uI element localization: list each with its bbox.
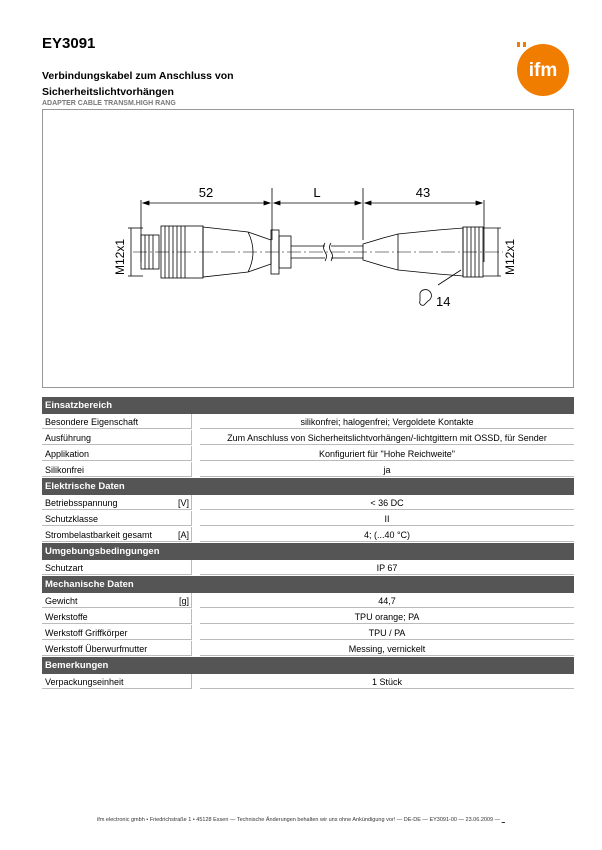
spec-value: II xyxy=(384,514,390,524)
wrench-size-label: 14 xyxy=(436,294,451,309)
product-description xyxy=(42,68,342,100)
spec-row xyxy=(42,495,574,511)
spec-label: Schutzklasse xyxy=(45,514,99,524)
spec-row xyxy=(42,446,574,462)
spec-unit: [V] xyxy=(177,498,189,508)
spec-row xyxy=(42,430,574,446)
spec-value: TPU / PA xyxy=(368,628,406,638)
spec-row xyxy=(42,674,574,690)
spec-value: 1 Stück xyxy=(371,677,402,687)
ifm-logo xyxy=(513,40,573,96)
spec-label: Gewicht xyxy=(45,596,78,606)
spec-value: 44,7 xyxy=(378,596,396,606)
spec-value: ja xyxy=(383,465,391,475)
specification-table xyxy=(42,397,574,690)
technical-drawing xyxy=(42,109,574,388)
spec-row xyxy=(42,593,574,609)
thread-label-right: M12x1 xyxy=(503,238,517,275)
spec-row xyxy=(42,414,574,430)
thread-label-left: M12x1 xyxy=(113,238,127,275)
spec-unit: [A] xyxy=(177,530,189,540)
dim-length-right: 43 xyxy=(415,185,431,200)
spec-row xyxy=(42,527,574,543)
spec-row xyxy=(42,462,574,478)
spec-label: Betriebsspannung xyxy=(45,498,118,508)
section-header: Einsatzbereich xyxy=(42,397,574,414)
product-code: EY3091 xyxy=(42,35,96,52)
section-header: Elektrische Daten xyxy=(42,478,574,495)
spec-row xyxy=(42,625,574,641)
section-header: Umgebungsbedingungen xyxy=(42,543,574,560)
spec-label: Besondere Eigenschaft xyxy=(45,417,139,427)
product-description-line2: Sicherheitslichtvorhängen xyxy=(42,86,174,98)
dim-length-cable: L xyxy=(313,185,321,200)
spec-value: < 36 DC xyxy=(370,498,404,508)
spec-row xyxy=(42,560,574,576)
dim-length-left: 52 xyxy=(198,185,214,200)
spec-value: silikonfrei; halogenfrei; Vergoldete Kontakte xyxy=(300,417,474,427)
footer-info: ifm electronic gmbh • Friedrichstraße 1 • 45128 Essen — Technische Änderungen behalten wir uns ohne Ankündigung vor! — DE-DE — EY3091-00 — 23.06.2009 — xyxy=(97,817,501,823)
spec-value: 4; (...40 °C) xyxy=(363,530,411,540)
spec-label: Werkstoffe xyxy=(45,612,88,622)
spec-label: Schutzart xyxy=(45,563,84,573)
spec-label: Verpackungseinheit xyxy=(45,677,124,687)
spec-label: Werkstoff Überwurfmutter xyxy=(45,644,148,654)
spec-unit: [g] xyxy=(178,596,189,606)
spec-label: Applikation xyxy=(45,449,90,459)
spec-value: TPU orange; PA xyxy=(354,612,420,622)
spec-value: IP 67 xyxy=(376,563,398,573)
product-caption: ADAPTER CABLE TRANSM.HIGH RANG xyxy=(42,100,176,107)
spec-row xyxy=(42,641,574,657)
section-header: Mechanische Daten xyxy=(42,576,574,593)
footer-text xyxy=(0,817,602,823)
spec-value: Konfiguriert für "Hohe Reichweite" xyxy=(319,449,455,459)
spec-row xyxy=(42,609,574,625)
spec-label: Werkstoff Griffkörper xyxy=(45,628,128,638)
spec-label: Ausführung xyxy=(45,433,92,443)
spec-row xyxy=(42,511,574,527)
footer-logo-mark xyxy=(502,817,505,823)
spec-label: Strombelastbarkeit gesamt xyxy=(45,530,153,540)
cable-drawing-svg xyxy=(43,110,573,387)
spec-value: Messing, vernickelt xyxy=(348,644,426,654)
spec-value: Zum Anschluss von Sicherheitslichtvorhängen/-lichtgittern mit OSSD, für Sender xyxy=(227,433,547,443)
spec-label: Silikonfrei xyxy=(45,465,85,475)
product-description-line1: Verbindungskabel zum Anschluss von xyxy=(42,70,234,82)
logo-text: ifm xyxy=(528,60,558,81)
section-header: Bemerkungen xyxy=(42,657,574,674)
